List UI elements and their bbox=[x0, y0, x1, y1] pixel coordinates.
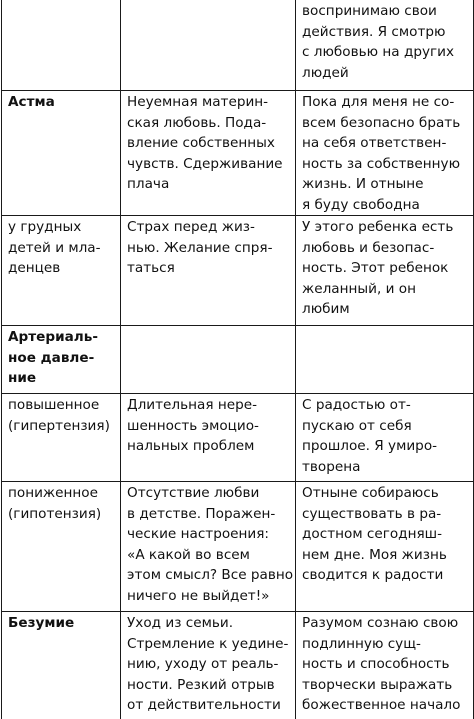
condition-cell bbox=[2, 91, 121, 216]
text-line: действия. Я смотрю bbox=[302, 23, 446, 40]
text-line: Пока для меня не со- bbox=[302, 94, 455, 110]
text-line: С радостью от- bbox=[302, 397, 411, 413]
text-line: шенность эмоцио- bbox=[127, 417, 259, 434]
text-line: ности. Резкий отрыв bbox=[127, 676, 275, 693]
text-line: на себя ответствен- bbox=[302, 135, 447, 151]
affirmation-cell bbox=[296, 216, 474, 326]
text-line: денцев bbox=[8, 260, 61, 276]
text-line: жизнь. И отныне bbox=[302, 176, 424, 192]
text-line: Отсутствие любви bbox=[127, 485, 260, 501]
text-line: Длительная нере- bbox=[127, 397, 257, 413]
cause-cell bbox=[121, 326, 296, 394]
text-line: «А какой во всем bbox=[127, 546, 250, 563]
text-line: любовь и безопас- bbox=[302, 239, 435, 256]
text-line: повышенное bbox=[8, 397, 100, 413]
text-line: нью. Желание спря- bbox=[127, 239, 273, 256]
text-line: прошлое. Я умиро- bbox=[302, 438, 438, 454]
text-line: пускаю от себя bbox=[302, 417, 412, 434]
text-line: ничего не выйдет!» bbox=[127, 587, 270, 604]
condition-title: Безумие bbox=[8, 615, 75, 631]
text-line: чувств. Сдерживание bbox=[127, 155, 283, 172]
text-line: желанный, и он bbox=[302, 280, 416, 297]
table-row bbox=[2, 326, 474, 394]
condition-cell bbox=[2, 216, 121, 326]
text-line: вление собственных bbox=[127, 135, 275, 151]
affirmation-cell bbox=[296, 394, 474, 482]
text-line: с любовью на других bbox=[302, 44, 455, 60]
text-line: ность за собственную bbox=[302, 155, 461, 172]
text-line: плача bbox=[127, 176, 170, 192]
text-line: сводится к радости bbox=[302, 567, 444, 583]
text-line: Страх перед жиз- bbox=[127, 219, 255, 235]
text-line: существовать в ра- bbox=[302, 505, 442, 522]
condition-title: Астма bbox=[8, 94, 55, 110]
text-line: нем дне. Моя жизнь bbox=[302, 546, 447, 563]
cause-cell bbox=[121, 612, 296, 719]
text-line: всем безопасно брать bbox=[302, 114, 461, 131]
text-line: в детстве. Поражен- bbox=[127, 505, 276, 522]
text-line: таться bbox=[127, 260, 175, 276]
text-line: ческие настроения: bbox=[127, 526, 269, 542]
text-line: нальных проблем bbox=[127, 438, 255, 454]
text-line: подлинную сущ- bbox=[302, 635, 421, 652]
table-row bbox=[2, 482, 474, 612]
text-line: Неуемная материн- bbox=[127, 94, 269, 110]
condition-title: Артериаль- bbox=[8, 329, 98, 345]
text-line: достном сегодняш- bbox=[302, 526, 442, 542]
text-line: детей и мла- bbox=[8, 239, 101, 256]
cause-cell bbox=[121, 91, 296, 216]
text-line: (гипотензия) bbox=[8, 505, 102, 522]
affirmation-cell bbox=[296, 326, 474, 394]
text-line: У этого ребенка есть bbox=[302, 219, 454, 235]
text-line: воспринимаю свои bbox=[302, 3, 437, 19]
text-line: творена bbox=[302, 458, 361, 475]
text-line: Уход из семьи. bbox=[127, 615, 234, 631]
table-row bbox=[2, 612, 474, 719]
condition-cell bbox=[2, 0, 121, 91]
text-line: ская любовь. Пода- bbox=[127, 114, 267, 131]
text-line: творчески выражать bbox=[302, 676, 453, 693]
condition-cell bbox=[2, 612, 121, 719]
text-line: ность. Этот ребенок bbox=[302, 260, 449, 276]
condition-cell bbox=[2, 482, 121, 612]
text-line: Стремление к уедине- bbox=[127, 635, 289, 652]
affirmation-cell bbox=[296, 0, 474, 91]
text-line: Разумом сознаю свою bbox=[302, 615, 459, 631]
cause-cell bbox=[121, 216, 296, 326]
table-row bbox=[2, 91, 474, 216]
text-line: от действительности bbox=[127, 697, 281, 713]
table-row bbox=[2, 0, 474, 91]
text-line: нию, уходу от реаль- bbox=[127, 656, 279, 672]
cause-cell bbox=[121, 0, 296, 91]
text-line: божественное начало bbox=[302, 697, 461, 713]
text-line: любим bbox=[302, 301, 350, 317]
affirmation-cell bbox=[296, 612, 474, 719]
text-line: у грудных bbox=[8, 219, 82, 235]
table-row bbox=[2, 394, 474, 482]
text-line: ность и способность bbox=[302, 656, 450, 672]
affirmation-cell bbox=[296, 91, 474, 216]
text-line: пониженное bbox=[8, 485, 98, 501]
cause-cell bbox=[121, 394, 296, 482]
table-row bbox=[2, 216, 474, 326]
text-line: людей bbox=[302, 64, 349, 81]
condition-cell bbox=[2, 394, 121, 482]
condition-title: ное давле- bbox=[8, 349, 95, 366]
text-line: я буду свободна bbox=[302, 196, 420, 213]
text-line: этом смысл? Все равно bbox=[127, 567, 294, 583]
cause-cell bbox=[121, 482, 296, 612]
text-line: Отныне собираюсь bbox=[302, 485, 439, 501]
condition-cell bbox=[2, 326, 121, 394]
affirmation-cell bbox=[296, 482, 474, 612]
symptoms-table bbox=[1, 0, 474, 719]
text-line: (гипертензия) bbox=[8, 417, 110, 434]
condition-title: ние bbox=[8, 370, 37, 386]
